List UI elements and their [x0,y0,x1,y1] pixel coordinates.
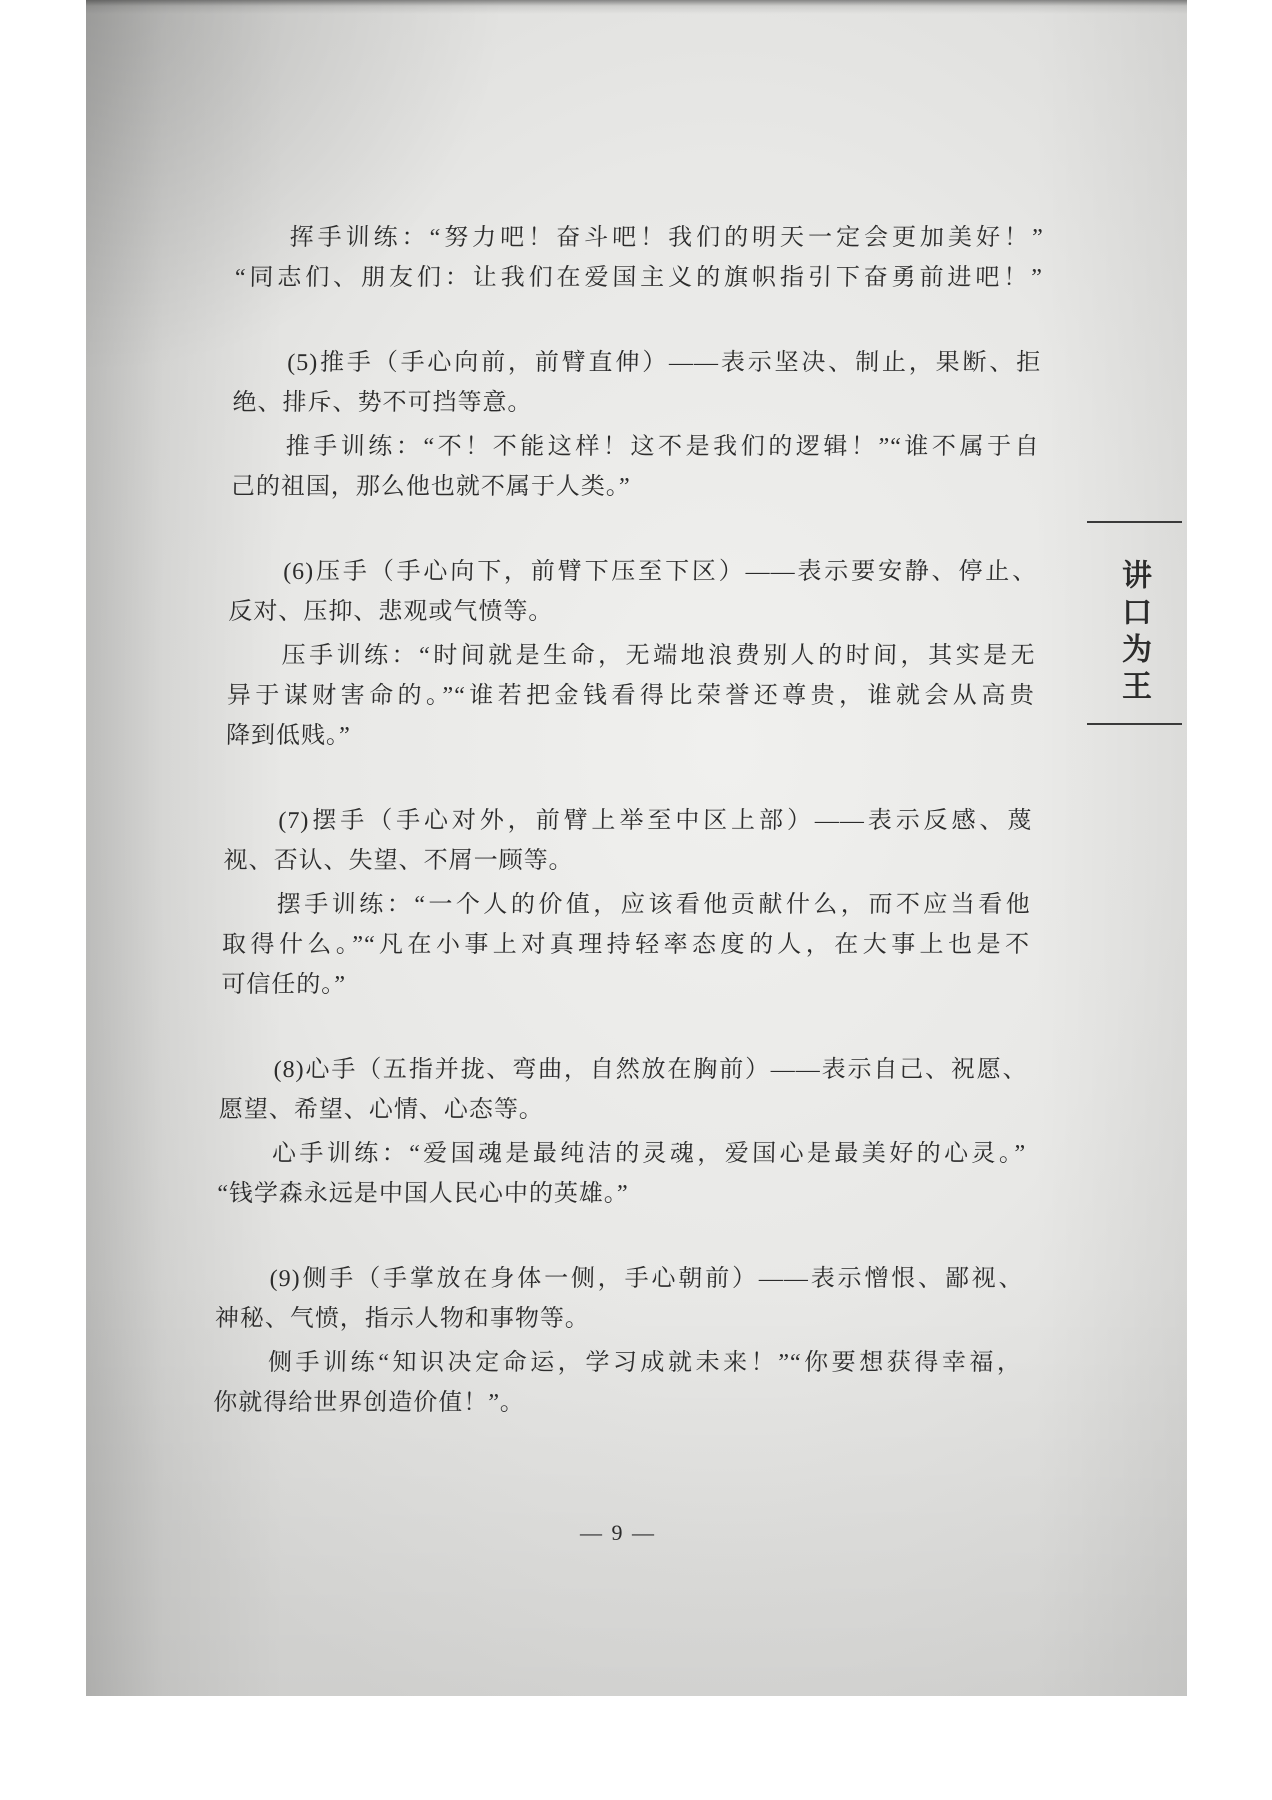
text-line: 压手训练：“时间就是生命，无端地浪费别人的时间，其实是无 [281,643,1036,669]
gesture-section [226,552,1038,756]
text-line: 异于谋财害命的。”“谁若把金钱看得比荣誉还尊贵，谁就会从高贵 [226,683,1036,709]
side-tab-rule-top [1087,521,1182,523]
text-line: 心手训练：“爱国魂是最纯洁的灵魂，爱国心是最美好的心灵。” [271,1141,1027,1167]
text-line: 绝、排斥、势不可挡等意。 [232,390,533,416]
gesture-training-example [221,885,1031,1005]
text-line: 摆手训练：“一个人的价值，应该看他贡献什么，而不应当看他 [276,892,1032,918]
side-tab-title: 讲口为王 [1117,559,1150,707]
text-line: 己的祖国，那么他也就不属于人类。” [230,474,631,500]
gesture-definition [214,1259,1024,1339]
gesture-section [217,1050,1028,1214]
text-line: 神秘、气愤，指示人物和事物等。 [214,1306,591,1332]
gesture-definition [232,343,1042,423]
text-line: “钱学森永远是中国人民心中的英雄。” [217,1181,629,1207]
gesture-training-example [226,636,1036,756]
gesture-section [221,801,1033,1005]
text-line: “同志们、朋友们：让我们在爱国主义的旗帜指引下奋勇前进吧！” [234,265,1044,291]
gesture-section [213,1259,1024,1423]
text-line: 推手训练：“不！不能这样！这不是我们的逻辑！”“谁不属于自 [285,434,1040,460]
gesture-definition [218,1050,1028,1130]
text-line: (5)推手（手心向前，前臂直伸）——表示坚决、制止，果断、拒 [286,350,1042,376]
gesture-section [230,343,1041,507]
text-line: 愿望、希望、心情、心态等。 [218,1097,545,1123]
gesture-training-example [217,1134,1027,1214]
side-tab [1087,521,1182,725]
page-number: — 9 — [580,1520,656,1545]
text-line: (8)心手（五指并拢、弯曲，自然放在胸前）——表示自己、祝愿、 [273,1057,1028,1083]
gesture-training-example [213,1343,1023,1423]
gesture-section [234,218,1044,298]
gesture-definition [223,801,1033,881]
text-line: 你就得给世界创造价值！”。 [212,1390,526,1416]
text-line: 降到低贱。” [225,723,351,749]
gesture-training-example [234,218,1044,298]
side-tab-rule-bottom [1087,723,1182,725]
text-line: 反对、压抑、悲观或气愤等。 [228,599,554,625]
body-text [213,218,1044,1423]
text-line: 侧手训练“知识决定命运，学习成就未来！”“你要想获得幸福， [267,1350,1023,1376]
text-line: (6)压手（手心向下，前臂下压至下区）——表示要安静、停止、 [282,559,1038,585]
gesture-training-example [230,427,1040,507]
text-line: 视、否认、失望、不屑一顾等。 [223,848,574,874]
gesture-definition [228,552,1038,632]
text-line: (7)摆手（手心对外，前臂上举至中区上部）——表示反感、蔑 [278,808,1033,834]
text-line: 可信任的。” [221,972,347,998]
text-line: 挥手训练：“努力吧！奋斗吧！我们的明天一定会更加美好！” [289,225,1044,251]
text-line: (9)侧手（手掌放在身体一侧，手心朝前）——表示憎恨、鄙视、 [269,1266,1024,1292]
text-line: 取得什么。”“凡在小事上对真理持轻率态度的人，在大事上也是不 [221,932,1031,958]
page-photo [86,0,1187,1696]
